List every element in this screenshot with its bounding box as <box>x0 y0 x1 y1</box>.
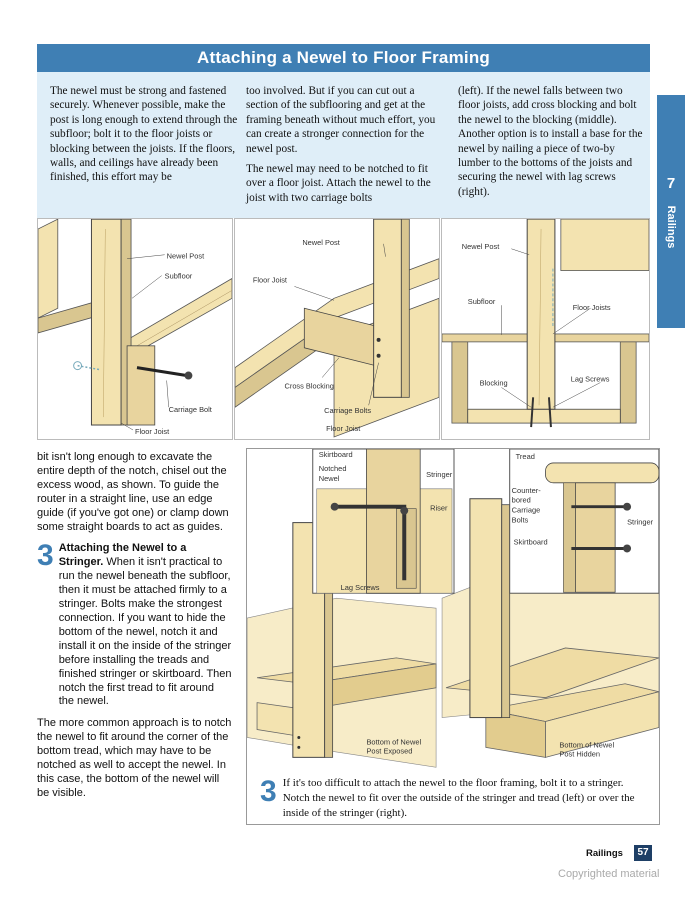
section-title: Attaching a Newel to Floor Framing <box>197 48 490 67</box>
caption-number: 3 <box>260 775 277 808</box>
intro-text-3: (left). If the newel falls between two floor joists, add cross blocking and bolt the newel to the blocking (middle). Another option is to install a base for the newel by nailing a piece of two-by lumber to the bottoms of the joists and securing the newel with lag screws (right). <box>458 85 643 198</box>
label-lag-screws: Lag Screws <box>570 374 610 384</box>
intro-column-2 <box>246 84 442 211</box>
label-floor-joist: Floor Joist <box>252 275 287 285</box>
label-floor-joist: Floor Joist <box>135 426 170 436</box>
label-bolts: Bolts <box>511 515 529 525</box>
label-notched: Notched <box>318 463 347 473</box>
step-text: When it isn't practical to run the newel beneath the subfloor, then it must be attached firmly to a stringer. Bolts make the strongest connection. If you want to hide the bottom of the newel, notch it and install it on the inside of the stringer before installing the treads and finished stringer or skirtboard. Then notch the first tread to fit around the newel. <box>58 556 232 708</box>
watermark: Copyrighted material <box>558 868 660 880</box>
caption-text: If it's too difficult to attach the newel to the floor framing, bolt it to a stringer. Notch the newel to fit over the outside of the stringer and tread (left) or over the inside of the stringer (right). <box>282 777 635 819</box>
label-carriage: Carriage <box>511 505 541 515</box>
label-subfloor: Subfloor <box>164 271 193 281</box>
label-carriage-bolts: Carriage Bolts <box>324 406 372 416</box>
section-header <box>37 44 650 72</box>
body-text <box>37 451 232 809</box>
label-stringer: Stringer <box>426 469 453 479</box>
label-bored: bored <box>511 495 531 505</box>
intro-text-1: The newel must be strong and fastened securely. Whenever possible, make the post is long enough to extend through the subfloor; bolt it to the floor joists or blocking between the joists. If the floors, walls, and ceilings have already been finished, this effort may be <box>50 85 238 184</box>
label-stringer: Stringer <box>627 517 654 527</box>
label-riser: Riser <box>430 503 448 513</box>
illustration-lag-screw-base <box>441 218 650 440</box>
label-floor-joist-bottom: Floor Joist <box>326 424 361 433</box>
figure-caption <box>260 776 644 820</box>
footer-section-label: Railings <box>586 848 623 859</box>
label-bottom-hidden-1: Bottom of Newel <box>559 740 615 750</box>
page-number: 57 <box>634 845 652 861</box>
label-newel-post: Newel Post <box>166 251 205 261</box>
chapter-label: Railings <box>665 205 677 249</box>
label-newel-post: Newel Post <box>461 241 500 251</box>
label-cross-blocking: Cross Blocking <box>284 381 334 391</box>
label-floor-joists: Floor Joists <box>572 303 611 313</box>
step-heading: Attaching the Newel to a Stringer. <box>58 542 187 569</box>
label-blocking: Blocking <box>479 378 508 388</box>
label-skirtboard: Skirtboard <box>318 449 353 459</box>
label-skirtboard: Skirtboard <box>513 537 548 547</box>
step-3 <box>37 539 232 717</box>
label-subfloor: Subfloor <box>467 297 496 307</box>
label-lag-screws: Lag Screws <box>340 583 380 593</box>
notched-joist-drawing <box>38 219 232 439</box>
label-tread: Tread <box>515 451 535 461</box>
cross-blocking-drawing <box>235 219 439 439</box>
label-newel: Newel <box>318 473 340 483</box>
label-bottom-exposed-1: Bottom of Newel <box>366 737 422 747</box>
intro-box <box>37 72 650 218</box>
intro-column-3 <box>458 84 644 205</box>
framing-illustrations <box>37 218 650 440</box>
label-newel-post: Newel Post <box>302 237 340 247</box>
stringer-drawing <box>247 449 659 824</box>
continuation-paragraph: bit isn't long enough to excavate the entire depth of the notch, chisel out the excess wood, as shown. To guide the router in a straight line, use an edge guide (if you've got one) or clamp down some straight boards to act as guides. <box>37 451 229 533</box>
stringer-illustrations <box>246 448 660 825</box>
label-bottom-hidden-2: Post Hidden <box>559 749 601 759</box>
label-carriage-bolt: Carriage Bolt <box>168 405 212 415</box>
label-counter: Counter- <box>511 485 541 495</box>
lag-screw-base-drawing <box>442 219 649 439</box>
paragraph-2: The more common approach is to notch the newel to fit around the corner of the bottom tread, which may have to be notched as well to accept the newel. In this case, the bottom of the newel will be visible. <box>37 717 232 799</box>
chapter-tab <box>657 95 685 328</box>
chapter-number: 7 <box>666 175 676 192</box>
step-number: 3 <box>37 539 54 573</box>
intro-text-2a: too involved. But if you can cut out a section of the subflooring and get at the framing beneath without much effort, you can create a stronger connection for the newel post. <box>246 85 436 155</box>
intro-text-2b: The newel may need to be notched to fit over a floor joist. Attach the newel to the joist with two carriage bolts <box>246 163 431 204</box>
illustration-notched-joist <box>37 218 233 440</box>
label-bottom-exposed-2: Post Exposed <box>366 746 413 756</box>
intro-column-1 <box>50 84 240 191</box>
illustration-cross-blocking <box>234 218 440 440</box>
